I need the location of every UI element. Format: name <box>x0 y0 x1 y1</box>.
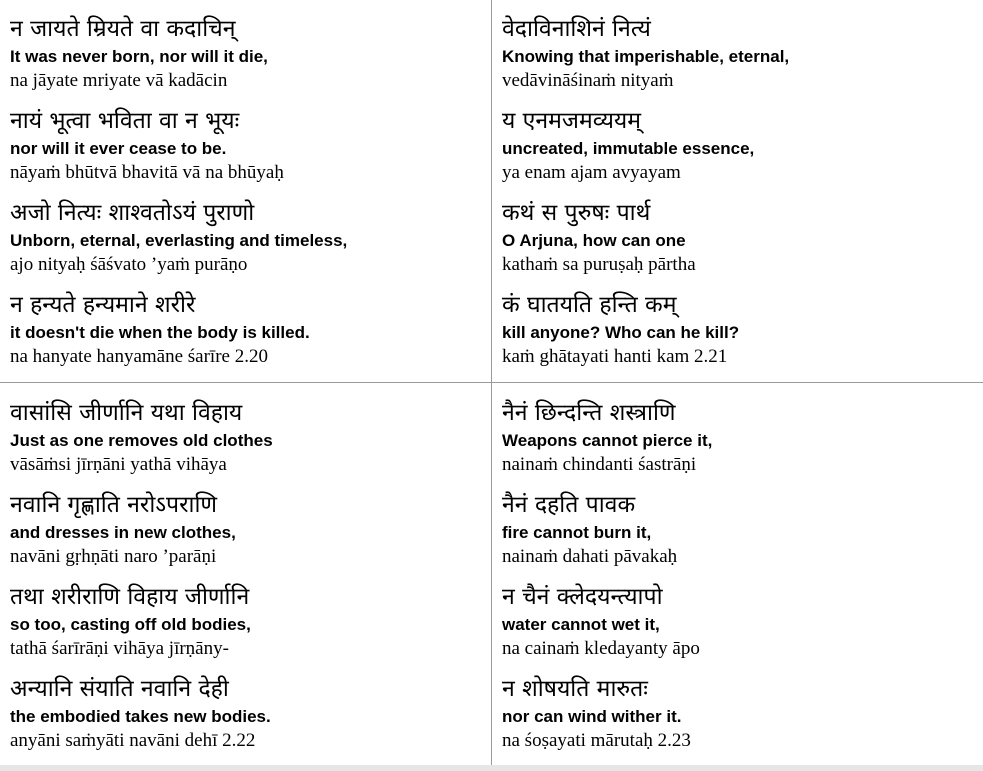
english-translation: so too, casting off old bodies, <box>10 615 251 634</box>
transliteration-line: tathā śarīrāṇi vihāya jīrṇāny- <box>10 638 229 659</box>
verse-block-2-20 <box>10 14 488 382</box>
verse-line-group <box>10 290 488 382</box>
sanskrit-line: अन्यानि संयाति नवानि देही <box>10 676 229 702</box>
english-translation: and dresses in new clothes, <box>10 523 236 542</box>
transliteration-line: anyāni saṁyāti navāni dehī 2.22 <box>10 730 256 751</box>
sanskrit-line: नैनं छिन्दन्ति शस्त्राणि <box>502 400 676 426</box>
transliteration-line: na hanyate hanyamāne śarīre 2.20 <box>10 346 268 367</box>
english-translation: Knowing that imperishable, eternal, <box>502 47 790 66</box>
verse-line-group <box>502 490 980 582</box>
english-translation: it doesn't die when the body is killed. <box>10 323 310 342</box>
transliteration-line: ajo nityaḥ śāśvato ’yaṁ purāṇo <box>10 254 248 275</box>
transliteration-line: navāni gṛhṇāti naro ’parāṇi <box>10 546 217 567</box>
english-translation: uncreated, immutable essence, <box>502 139 755 158</box>
verse-block-2-22 <box>10 398 488 766</box>
transliteration-line: na jāyate mriyate vā kadācin <box>10 70 228 91</box>
verse-line-group <box>10 582 488 674</box>
sanskrit-line: न हन्यते हन्यमाने शरीरे <box>10 292 196 318</box>
english-translation: fire cannot burn it, <box>502 523 652 542</box>
verse-line-group <box>502 290 980 382</box>
sanskrit-line: कथं स पुरुषः पार्थ <box>502 200 651 226</box>
transliteration-line: kaṁ ghātayati hanti kam 2.21 <box>502 346 728 367</box>
english-translation: the embodied takes new bodies. <box>10 707 271 726</box>
english-translation: water cannot wet it, <box>502 615 660 634</box>
sanskrit-line: न जायते म्रियते वा कदाचिन् <box>10 16 236 42</box>
transliteration-line: nainaṁ chindanti śastrāṇi <box>502 454 697 475</box>
verse-line-group <box>502 398 980 490</box>
verse-line-group <box>10 490 488 582</box>
transliteration-line: kathaṁ sa puruṣaḥ pārtha <box>502 254 696 275</box>
english-translation: kill anyone? Who can he kill? <box>502 323 740 342</box>
verse-line-group <box>502 106 980 198</box>
sanskrit-line: न शोषयति मारुतः <box>502 676 648 702</box>
transliteration-line: ya enam ajam avyayam <box>502 162 681 183</box>
verse-line-group <box>10 106 488 198</box>
sanskrit-line: वेदाविनाशिनं नित्यं <box>502 16 651 42</box>
sanskrit-line: न चैनं क्लेदयन्त्यापो <box>502 584 663 610</box>
row-divider <box>0 382 983 383</box>
verse-line-group <box>502 674 980 766</box>
sanskrit-line: नैनं दहति पावक <box>502 492 636 518</box>
verse-line-group <box>10 398 488 490</box>
sanskrit-line: कं घातयति हन्ति कम् <box>502 292 677 318</box>
sanskrit-line: वासांसि जीर्णानि यथा विहाय <box>10 400 243 426</box>
sanskrit-line: नवानि गृह्णाति नरोऽपराणि <box>10 492 218 518</box>
verse-line-group <box>502 198 980 290</box>
english-translation: Weapons cannot pierce it, <box>502 431 713 450</box>
verse-block-2-23 <box>502 398 980 766</box>
verse-line-group <box>10 198 488 290</box>
transliteration-line: vāsāṁsi jīrṇāni yathā vihāya <box>10 454 227 475</box>
verse-line-group <box>10 674 488 766</box>
sanskrit-line: य एनमजमव्ययम् <box>502 108 642 134</box>
english-translation: nor will it ever cease to be. <box>10 139 227 158</box>
transliteration-line: na śoṣayati mārutaḥ 2.23 <box>502 730 691 751</box>
bottom-edge-strip <box>0 765 983 771</box>
verse-line-group <box>10 14 488 106</box>
verse-line-group <box>502 14 980 106</box>
english-translation: Unborn, eternal, everlasting and timeless, <box>10 231 348 250</box>
verse-block-2-21 <box>502 14 980 382</box>
english-translation: nor can wind wither it. <box>502 707 682 726</box>
english-translation: Just as one removes old clothes <box>10 431 273 450</box>
transliteration-line: vedāvināśinaṁ nityaṁ <box>502 70 674 91</box>
transliteration-line: na cainaṁ kledayanty āpo <box>502 638 700 659</box>
sanskrit-line: अजो नित्यः शाश्वतोऽयं पुराणो <box>10 200 255 226</box>
sanskrit-line: तथा शरीराणि विहाय जीर्णानि <box>10 584 250 610</box>
transliteration-line: nāyaṁ bhūtvā bhavitā vā na bhūyaḥ <box>10 162 284 183</box>
verse-line-group <box>502 582 980 674</box>
transliteration-line: nainaṁ dahati pāvakaḥ <box>502 546 678 567</box>
english-translation: O Arjuna, how can one <box>502 231 686 250</box>
english-translation: It was never born, nor will it die, <box>10 47 268 66</box>
sanskrit-line: नायं भूत्वा भविता वा न भूयः <box>10 108 240 134</box>
